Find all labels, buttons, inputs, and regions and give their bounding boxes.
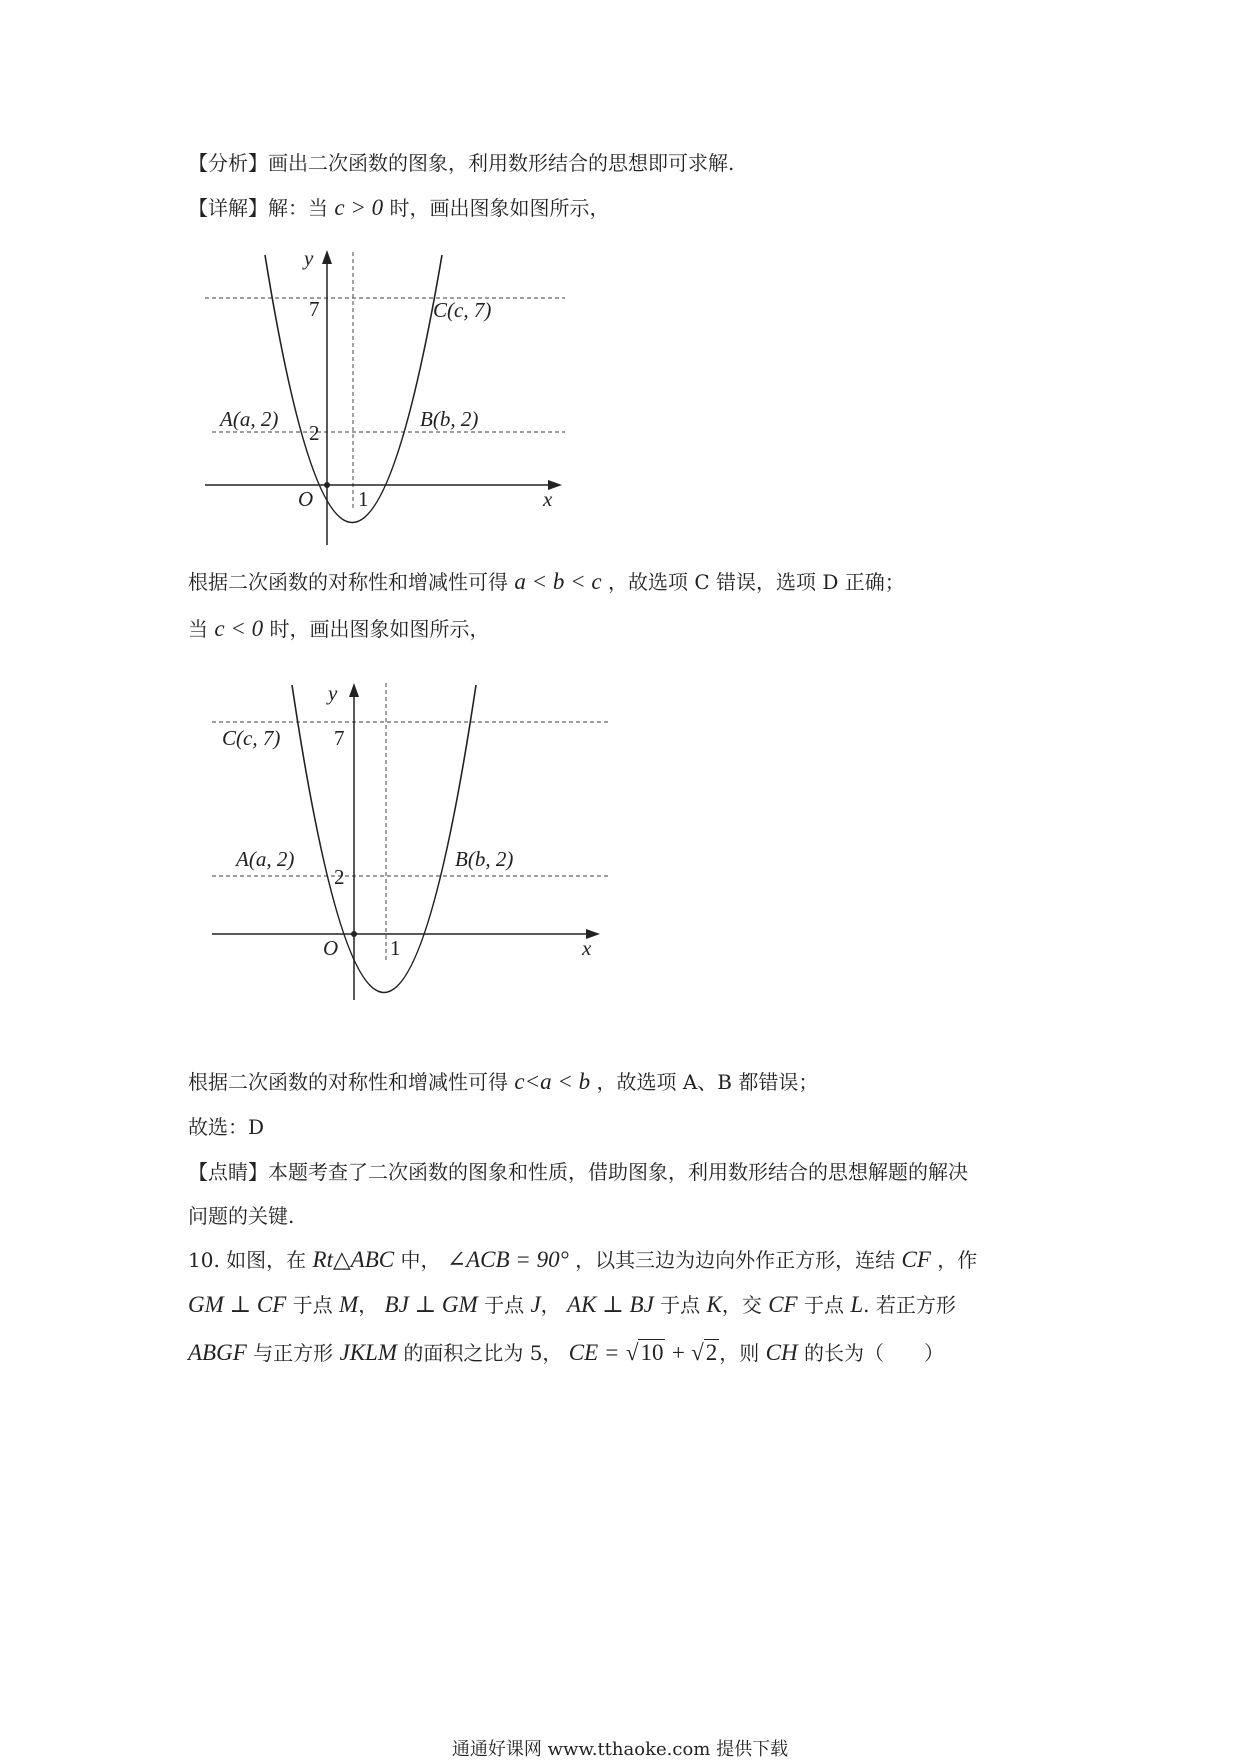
origin-label: O <box>323 936 339 960</box>
sqrt-2-radicand: 2 <box>705 1340 718 1365</box>
question-10-line-2 <box>188 1290 956 1320</box>
q10-text: ， <box>358 1293 379 1317</box>
q10-math: + <box>671 1340 685 1365</box>
case-2-prefix: 当 <box>188 617 208 641</box>
x-axis-label: x <box>582 936 592 960</box>
q10-math: J <box>530 1292 541 1317</box>
q10-math: CF <box>901 1247 931 1272</box>
q10-math: M <box>339 1292 359 1317</box>
tick-label-7: 7 <box>309 297 320 321</box>
q10-math: GM ⊥ CF <box>188 1292 287 1317</box>
case-2-suffix: 时，画出图象如图所示， <box>269 617 490 641</box>
point-label-b: B(b, 2) <box>420 407 479 431</box>
footer-text: 通通好课网 www.tthaoke.com 提供下载 <box>451 1739 789 1760</box>
case-2-line <box>188 614 489 644</box>
sqrt-2: √2 <box>691 1340 718 1365</box>
page-footer <box>0 1738 1240 1762</box>
q10-text: ，以其三边为边向外作正方形，连结 <box>575 1248 896 1272</box>
comment-line-1 <box>188 1157 968 1187</box>
q10-math: CE = <box>568 1340 620 1365</box>
q10-math: JKLM <box>339 1340 397 1365</box>
question-10-line-1 <box>188 1245 977 1275</box>
detail-line <box>188 193 609 223</box>
sqrt-10-radicand: 10 <box>640 1340 664 1365</box>
q10-text: 中， <box>400 1248 441 1272</box>
q10-math: L <box>850 1292 864 1317</box>
conclusion-1-suffix: ，故选项 C 错误，选项 D 正确； <box>607 570 905 594</box>
q10-text: 10. 如图，在 <box>188 1248 307 1272</box>
q10-text: . 若正方形 <box>863 1293 956 1317</box>
conclusion-line-2 <box>188 1067 818 1097</box>
answer-text: 故选：D <box>188 1115 265 1139</box>
q10-text: 于点 <box>660 1293 701 1317</box>
parabola-curve <box>292 685 476 993</box>
tick-label-2: 2 <box>334 865 345 889</box>
x-axis-label: x <box>543 487 553 511</box>
q10-text: 于点 <box>484 1293 525 1317</box>
conclusion-2-inequality: c<a < b <box>514 1069 591 1094</box>
conclusion-2-prefix: 根据二次函数的对称性和增减性可得 <box>188 1070 508 1094</box>
q10-math: AK ⊥ BJ <box>567 1292 654 1317</box>
detail-condition: c > 0 <box>334 195 384 220</box>
analysis-line <box>188 148 734 178</box>
q10-text: ，交 <box>721 1293 762 1317</box>
origin-label: O <box>298 487 314 511</box>
q10-math: Rt <box>312 1247 333 1272</box>
comment-line-2 <box>188 1201 294 1231</box>
y-axis-arrow <box>322 250 332 264</box>
origin-dot <box>351 931 357 937</box>
case-2-condition: c < 0 <box>214 616 264 641</box>
analysis-text: 【分析】画出二次函数的图象，利用数形结合的思想即可求解. <box>188 151 735 175</box>
tick-label-7: 7 <box>334 726 345 750</box>
point-label-a: A(a, 2) <box>236 847 295 871</box>
comment-text-1: 【点睛】本题考查了二次函数的图象和性质，借助图象，利用数形结合的思想解题的解决 <box>188 1160 968 1184</box>
detail-prefix: 【详解】解：当 <box>188 196 328 220</box>
q10-math: ABGF <box>188 1340 247 1365</box>
conclusion-line-1 <box>188 567 905 597</box>
parabola-figure-1 <box>195 240 565 560</box>
q10-math: BJ ⊥ GM <box>384 1292 478 1317</box>
conclusion-1-prefix: 根据二次函数的对称性和增减性可得 <box>188 570 508 594</box>
y-axis-arrow <box>349 683 359 697</box>
q10-text: 的面积之比为 5， <box>403 1341 563 1365</box>
q10-math: K <box>706 1292 722 1317</box>
point-label-b: B(b, 2) <box>455 847 514 871</box>
point-label-a: A(a, 2) <box>220 407 279 431</box>
detail-suffix: 时，画出图象如图所示， <box>389 196 610 220</box>
sqrt-10: √10 <box>625 1340 664 1365</box>
q10-math: △ABC <box>332 1247 395 1272</box>
q10-math: ∠ACB = 90° <box>446 1247 569 1272</box>
conclusion-2-suffix: ，故选项 A、B 都错误； <box>596 1070 819 1094</box>
answer-line <box>188 1112 264 1142</box>
q10-text: 于点 <box>292 1293 333 1317</box>
q10-text: ， <box>540 1293 561 1317</box>
q10-math: CH <box>765 1340 798 1365</box>
q10-text: 与正方形 <box>253 1341 334 1365</box>
y-axis-label: y <box>304 246 314 270</box>
tick-label-2: 2 <box>309 421 320 445</box>
comment-text-2: 问题的关键. <box>188 1204 295 1228</box>
tick-label-1: 1 <box>390 936 401 960</box>
q10-text: ，作 <box>937 1248 978 1272</box>
parabola-figure-2 <box>205 665 610 1005</box>
y-axis-label: y <box>328 681 338 705</box>
tick-label-1: 1 <box>358 487 369 511</box>
point-label-c: C(c, 7) <box>222 726 281 750</box>
q10-text: 的长为（ ） <box>803 1341 944 1365</box>
conclusion-1-inequality: a < b < c <box>514 569 602 594</box>
q10-text: 于点 <box>803 1293 844 1317</box>
point-label-c: C(c, 7) <box>433 298 492 322</box>
q10-math: CF <box>768 1292 798 1317</box>
q10-text: ，则 <box>719 1341 760 1365</box>
question-10-line-3 <box>188 1338 944 1368</box>
origin-dot <box>324 482 330 488</box>
